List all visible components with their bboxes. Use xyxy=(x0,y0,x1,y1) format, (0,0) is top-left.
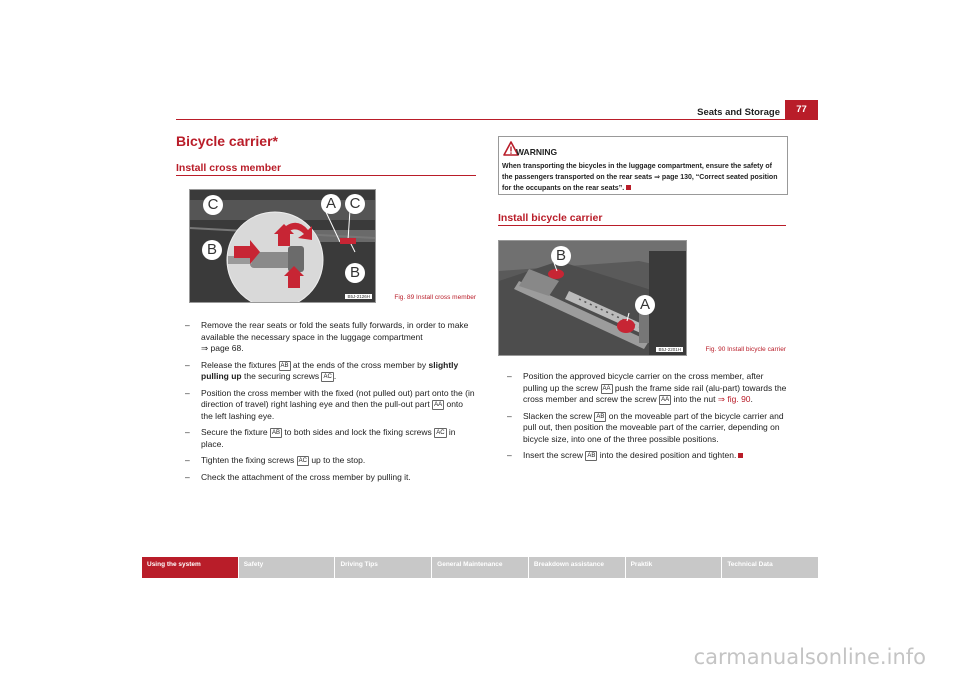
footer-tab-safety[interactable]: Safety xyxy=(239,557,336,578)
end-mark xyxy=(626,185,631,190)
ref-badge: AA xyxy=(661,397,670,403)
subtitle-install-bicycle-carrier: Install bicycle carrier xyxy=(498,212,603,224)
ref-badge: AC xyxy=(298,458,307,464)
footer-tab-using-the-system[interactable]: Using the system xyxy=(142,557,239,578)
warning-link[interactable]: ⇒ page 130, “Correct seated position for the occupants on the rear seats”. xyxy=(502,174,778,192)
figure-install-bicycle-carrier xyxy=(498,240,687,356)
step-item: – Check the attachment of the cross member by pulling it. xyxy=(185,471,411,482)
footer-tab-general-maintenance[interactable]: General Maintenance xyxy=(432,557,529,578)
step-item: – Position the cross member with the fixed (not pulled out) part onto the (in direction of travel) right lashing eye and then the pull-out part AA onto the left lashing eye. xyxy=(185,387,475,421)
step-text: Secure the fixture xyxy=(201,427,268,437)
page-number: 77 xyxy=(785,100,818,119)
page-link[interactable]: ⇒ page 68. xyxy=(201,343,244,353)
ref-badge: AA xyxy=(602,385,611,392)
subtitle-rule xyxy=(176,175,476,176)
ref-badge: AB xyxy=(272,430,281,436)
end-mark xyxy=(738,453,743,458)
step-text: Tighten the fixing screws xyxy=(201,455,295,465)
footer-tab-technical-data[interactable]: Technical Data xyxy=(727,561,773,568)
step-emphasis: slightly pulling up xyxy=(201,359,459,381)
callout-b: B xyxy=(202,240,222,260)
subtitle-install-cross-member: Install cross member xyxy=(176,162,282,174)
figure-caption: Fig. 89 Install cross member xyxy=(394,294,476,301)
step-item: – Position the approved bicycle carrier on the cross member, after pulling up the screw AA push the frame side rail (alu-part) towards the cross member and screw the screw AA into the nut ⇒ fig. 90. xyxy=(507,371,787,404)
warning-title: WARNING xyxy=(516,147,558,157)
figure-code: B5J-2201H xyxy=(658,347,681,352)
step-item: – Secure the fixture AB to both sides and lock the fixing screws AC in place. xyxy=(185,427,456,449)
step-text: on the moveable part of the bicycle carrier and pull out, then position the moveable part of the carrier, depending on bicycle size, into one of the three possible positions. xyxy=(523,410,784,444)
step-text: Insert the screw xyxy=(523,450,583,460)
warning-text xyxy=(502,161,784,194)
step-text: Position the approved bicycle carrier on the cross member, after pulling up the screw xyxy=(523,371,764,393)
footer-tab-driving-tips[interactable]: Driving Tips xyxy=(335,557,432,578)
section-title: Bicycle carrier* xyxy=(176,133,278,149)
figure-install-cross-member xyxy=(189,189,376,303)
step-text: onto the left lashing eye. xyxy=(201,399,464,421)
callout-a: A xyxy=(321,194,341,214)
figure-link[interactable]: ⇒ fig. 90 xyxy=(717,394,751,404)
right-steps xyxy=(498,371,788,467)
warning-body: When transporting the bicycles in the luggage compartment, ensure the safety of the passengers transported on the rear seats xyxy=(502,163,772,181)
step-text: Remove the rear seats or fold the seats fully forwards, in order to make available the necessary space in the luggage compartment xyxy=(201,320,469,342)
step-item: – Insert the screw AB into the desired position and tighten. xyxy=(498,450,788,462)
step-item: – Remove the rear seats or fold the seats fully forwards, in order to make available the necessary space in the luggage compartment ⇒ page 68. xyxy=(185,320,469,353)
watermark: carmanualsonline.info xyxy=(693,645,926,669)
step-text: Release the fixtures xyxy=(201,359,277,370)
ref-badge: AC xyxy=(323,374,332,380)
step-text: at the ends of the cross member by xyxy=(292,359,427,370)
running-title: Seats and Storage xyxy=(697,107,780,118)
subtitle-rule xyxy=(498,225,786,226)
ref-badge: AB xyxy=(587,453,596,459)
step-text: . xyxy=(333,371,337,381)
header-rule xyxy=(176,119,818,120)
callout-b: B xyxy=(551,246,571,266)
footer-nav xyxy=(142,557,818,578)
footer-tab-breakdown-assistance[interactable]: Breakdown assistance xyxy=(529,557,626,578)
step-text: up to the stop. xyxy=(311,455,366,465)
ref-badge: AC xyxy=(436,430,445,436)
step-text: Slacken the screw xyxy=(523,410,592,421)
figure-caption: Fig. 90 Install bicycle carrier xyxy=(705,346,786,353)
step-text: . xyxy=(750,394,753,404)
step-item: – Slacken the screw AB on the moveable part of the bicycle carrier and pull out, then position the moveable part of the carrier, depending on bicycle size, into one of the three possible positions. xyxy=(507,410,784,444)
callout-c: C xyxy=(203,195,223,215)
step-item: – Tighten the fixing screws AC up to the stop. xyxy=(185,455,366,465)
step-text: Check the attachment of the cross member by pulling it. xyxy=(201,471,411,482)
step-text: to both sides and lock the fixing screws xyxy=(284,427,432,437)
step-text: the securing screws xyxy=(243,371,320,381)
footer-tab-praktik[interactable]: Praktik xyxy=(626,557,723,578)
step-text: into the desired position and tighten. xyxy=(599,450,737,460)
ref-badge: AA xyxy=(434,402,443,408)
step-text: in place. xyxy=(201,427,456,449)
step-text: Position the cross member with the fixed (not pulled out) part onto the (in direction of travel) right lashing eye and then the pull-out part xyxy=(201,387,475,409)
figure-code: B5J-2126H xyxy=(347,294,370,299)
ref-badge: AB xyxy=(280,362,289,369)
callout-c: C xyxy=(345,194,365,214)
step-text: into the nut xyxy=(673,394,716,404)
left-steps xyxy=(176,320,476,488)
ref-badge: AB xyxy=(596,413,605,420)
step-item: – Release the fixtures AB at the ends of the cross member by slightly pulling up the securing screws AC . xyxy=(185,359,459,381)
callout-b: B xyxy=(345,263,365,283)
bicycle-carrier-illustration xyxy=(499,241,686,355)
callout-a: A xyxy=(635,295,655,315)
step-text: push the frame side rail (alu-part) towards the cross member and screw the screw xyxy=(523,382,787,404)
